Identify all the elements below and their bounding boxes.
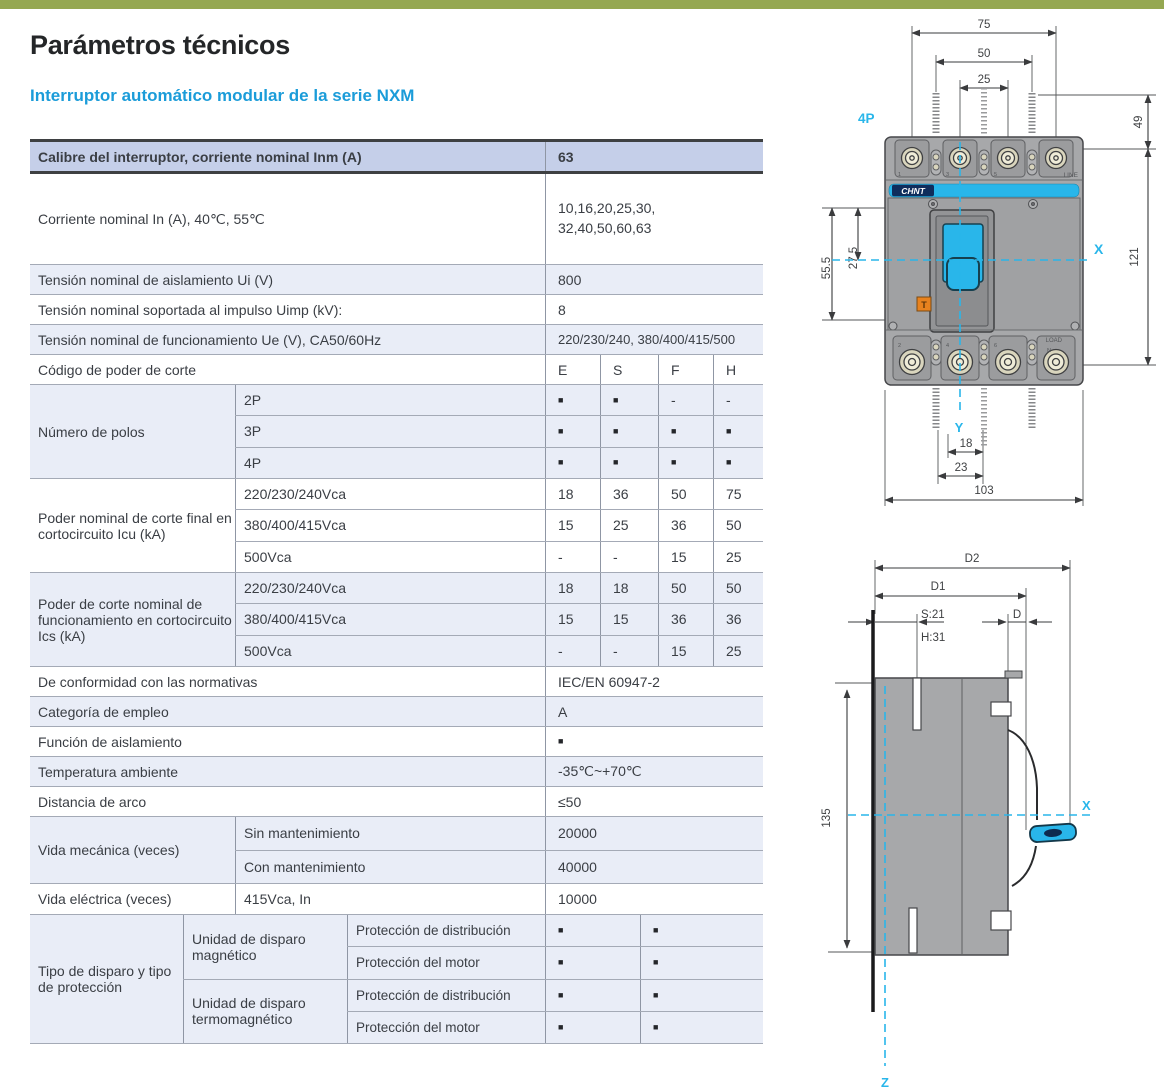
row-value: [545, 174, 763, 264]
cell: 50: [713, 573, 763, 603]
dim-55-5: 55.5: [821, 256, 833, 280]
sub-label: 220/230/240Vca: [235, 573, 545, 603]
terminal-clamp-bottom: [991, 911, 1011, 930]
unit-group: [183, 915, 763, 979]
cell: ■: [640, 980, 763, 1011]
sub-label: 415Vca, In: [235, 884, 545, 914]
group-icu: [30, 478, 763, 572]
group-label: Número de polos: [38, 423, 145, 440]
test-button-label: T: [921, 300, 927, 310]
line-label: LINE: [1063, 172, 1078, 179]
group-label: Vida mecánica (veces): [38, 842, 180, 858]
table-row: [347, 1011, 763, 1043]
group-label: Tipo de disparo y tipo de protección: [38, 963, 172, 995]
breaker-body: [885, 137, 1083, 385]
dim-27-5: 27.5: [848, 246, 860, 270]
top-screws: [936, 88, 1032, 135]
row-corriente: [30, 174, 763, 264]
pole-number: 6: [994, 343, 998, 349]
cell: 25: [713, 542, 763, 572]
unit-label: Unidad de disparo magnético: [183, 915, 347, 979]
group-rows: [235, 385, 763, 478]
table-row: [235, 850, 763, 884]
table-row: [235, 573, 763, 603]
dim-121: 121: [1129, 247, 1141, 267]
cell: 20000: [545, 817, 763, 850]
row-value: ■: [545, 727, 763, 756]
dim-18: 18: [959, 438, 973, 450]
row-aislamiento: [30, 264, 763, 294]
cell: 36: [658, 604, 713, 634]
table-row: [235, 817, 763, 850]
cell: ■: [545, 416, 600, 446]
cell: ■: [713, 416, 763, 446]
dim-d1: D1: [930, 581, 946, 593]
header-value: 63: [545, 142, 763, 171]
value-line2: 32,40,50,60,63: [558, 220, 652, 236]
cell: ■: [545, 980, 640, 1011]
row-label: Vida eléctrica (veces): [38, 891, 172, 907]
row-label: Corriente nominal In (A), 40℃, 55℃: [38, 210, 265, 227]
table-row: [235, 541, 763, 572]
table-row: [235, 447, 763, 478]
table-row: [235, 385, 763, 415]
cell: -: [545, 636, 600, 666]
load-label: LOAD: [1045, 338, 1062, 344]
cell: ■: [545, 1012, 640, 1043]
toggle-assembly: [930, 210, 994, 332]
group-rows: [235, 817, 763, 883]
table-row: [235, 603, 763, 634]
parameters-table: [30, 139, 763, 1044]
protection-label: Protección del motor: [347, 1012, 545, 1043]
cell: 15: [658, 542, 713, 572]
bottom-screws: [936, 388, 1032, 448]
row-label: De conformidad con las normativas: [38, 673, 258, 690]
group-units: [183, 915, 763, 1043]
row-value: -35℃~+70℃: [545, 757, 763, 786]
row-label: Temperatura ambiente: [38, 763, 179, 780]
dim-23: 23: [954, 462, 968, 474]
cell: -: [658, 385, 713, 415]
table-row: [347, 980, 763, 1011]
row-conformidad: [30, 666, 763, 696]
sub-label: 4P: [235, 448, 545, 478]
row-codigo: [30, 354, 763, 384]
sub-label: Con mantenimiento: [235, 851, 545, 884]
table-row: [235, 479, 763, 509]
row-label: Tensión nominal soportada al impulso Uimp (kV):: [38, 301, 343, 318]
row-categoria: [30, 696, 763, 726]
row-value: 10000: [545, 884, 763, 914]
cell: -: [600, 542, 658, 572]
cell: ■: [545, 947, 640, 978]
cell: ■: [640, 915, 763, 946]
cell: 36: [600, 479, 658, 509]
row-impulso: [30, 294, 763, 324]
unit-label: Unidad de disparo termomagnético: [183, 980, 347, 1044]
group-vida-mecanica: [30, 816, 763, 883]
sub-label: Sin mantenimiento: [235, 817, 545, 850]
row-label: Código de poder de corte: [38, 361, 196, 378]
front-view-diagram: [780, 0, 1164, 540]
table-row: [235, 509, 763, 540]
row-vida-electrica: [30, 883, 763, 914]
dim-25: 25: [977, 74, 991, 86]
cell: 15: [545, 604, 600, 634]
cell: -: [713, 385, 763, 415]
cell: ■: [600, 416, 658, 446]
row-value: A: [545, 697, 763, 726]
col-f: F: [658, 355, 713, 384]
pole-number: 5: [994, 172, 998, 178]
cell: ■: [600, 385, 658, 415]
side-view-diagram: [780, 540, 1164, 1092]
row-funcion-aislamiento: [30, 726, 763, 756]
cell: ■: [640, 1012, 763, 1043]
table-row: [235, 635, 763, 666]
cell: -: [600, 636, 658, 666]
sub-label: 2P: [235, 385, 545, 415]
breaker-side-body: [875, 671, 1076, 955]
cell: 36: [713, 604, 763, 634]
col-h: H: [713, 355, 763, 384]
axis-x-label: X: [1094, 241, 1104, 257]
sub-label: 380/400/415Vca: [235, 510, 545, 540]
cell: ■: [545, 448, 600, 478]
cell: 50: [658, 573, 713, 603]
pole-config-label: 4P: [858, 111, 875, 126]
value-line1: 10,16,20,25,30,: [558, 200, 656, 217]
cell: 15: [545, 510, 600, 540]
cell: ■: [658, 416, 713, 446]
terminal-clamp-top: [991, 702, 1011, 716]
mounting-slot-bottom: [909, 908, 917, 953]
dim-d: D: [1012, 609, 1022, 621]
table-header-row: [30, 142, 763, 174]
cell: -: [545, 542, 600, 572]
col-e: E: [545, 355, 600, 384]
dim-135: 135: [821, 808, 833, 828]
cell: ■: [600, 448, 658, 478]
group-rows: [235, 479, 763, 572]
row-value: ≤50: [545, 787, 763, 816]
handle-escutcheon-lower: [1012, 846, 1036, 886]
dim-d2: D2: [964, 553, 980, 565]
cell: 25: [713, 636, 763, 666]
axis-z-label: Z: [881, 1075, 889, 1090]
group-tipo-disparo: [30, 914, 763, 1043]
row-label: Tensión nominal de aislamiento Ui (V): [38, 271, 273, 288]
cell: 18: [545, 479, 600, 509]
protection-label: Protección de distribución: [347, 915, 545, 946]
sub-label: 380/400/415Vca: [235, 604, 545, 634]
page-title: Parámetros técnicos: [30, 30, 290, 60]
unit-rows: [347, 980, 763, 1044]
row-value: IEC/EN 60947-2: [545, 667, 763, 696]
cell: ■: [658, 448, 713, 478]
table-row: [347, 915, 763, 946]
page-subtitle: Interruptor automático modular de la serie NXM: [30, 86, 415, 105]
header-label: Calibre del interruptor, corriente nominal Inm (A): [38, 148, 362, 165]
cell: 15: [658, 636, 713, 666]
sub-label: 3P: [235, 416, 545, 446]
dim-s21: S:21: [921, 609, 945, 621]
row-label: Distancia de arco: [38, 793, 147, 810]
unit-group: [183, 979, 763, 1044]
protection-label: Protección de distribución: [347, 980, 545, 1011]
sub-label: 220/230/240Vca: [235, 479, 545, 509]
group-label: Poder nominal de corte final en cortocircuito Icu (kA): [38, 509, 232, 542]
pole-number: 1: [898, 172, 902, 178]
mounting-slot-top: [913, 678, 921, 730]
axis-y-label: Y: [954, 420, 964, 435]
group-label: Poder de corte nominal de funcionamiento en cortocircuito Ics (kA): [38, 595, 232, 644]
cell: ■: [713, 448, 763, 478]
cell: 50: [713, 510, 763, 540]
pole-number: N: [1047, 348, 1051, 354]
row-funcionamiento: [30, 324, 763, 354]
protection-label: Protección del motor: [347, 947, 545, 978]
dim-103: 103: [974, 485, 994, 497]
sub-label: 500Vca: [235, 636, 545, 666]
cell: 25: [600, 510, 658, 540]
group-rows: [235, 573, 763, 666]
cell: ■: [545, 915, 640, 946]
cell: ■: [640, 947, 763, 978]
cell: 18: [600, 573, 658, 603]
dim-h31: H:31: [921, 632, 946, 644]
toggle-handle: [947, 258, 979, 290]
cell: 15: [600, 604, 658, 634]
col-s: S: [600, 355, 658, 384]
table-row: [347, 946, 763, 978]
row-value: 220/230/240, 380/400/415/500: [545, 325, 763, 354]
sub-label: 500Vca: [235, 542, 545, 572]
dim-75: 75: [977, 19, 991, 31]
dim-49: 49: [1133, 115, 1145, 129]
cell: 50: [658, 479, 713, 509]
row-value: 8: [545, 295, 763, 324]
group-polos: [30, 384, 763, 478]
side-toggle-handle: [1029, 823, 1076, 842]
unit-rows: [347, 915, 763, 979]
row-label: Tensión nominal de funcionamiento Ue (V), CA50/60Hz: [38, 331, 382, 348]
pole-number: 3: [946, 172, 950, 178]
handle-escutcheon: [1008, 730, 1037, 820]
cell: 36: [658, 510, 713, 540]
cell: 40000: [545, 851, 763, 884]
cell: ■: [545, 385, 600, 415]
pole-number: 2: [898, 343, 902, 349]
row-label: Categoría de empleo: [38, 703, 169, 720]
dim-50: 50: [977, 48, 991, 60]
group-ics: [30, 572, 763, 666]
cell: 18: [545, 573, 600, 603]
axis-x-label: X: [1082, 798, 1091, 813]
pole-number: 4: [946, 343, 950, 349]
row-value: 800: [545, 265, 763, 294]
row-label: Función de aislamiento: [38, 733, 182, 750]
row-distancia: [30, 786, 763, 816]
row-temperatura: [30, 756, 763, 786]
chint-logo: CHNT: [901, 186, 925, 196]
cell: 75: [713, 479, 763, 509]
table-row: [235, 415, 763, 446]
